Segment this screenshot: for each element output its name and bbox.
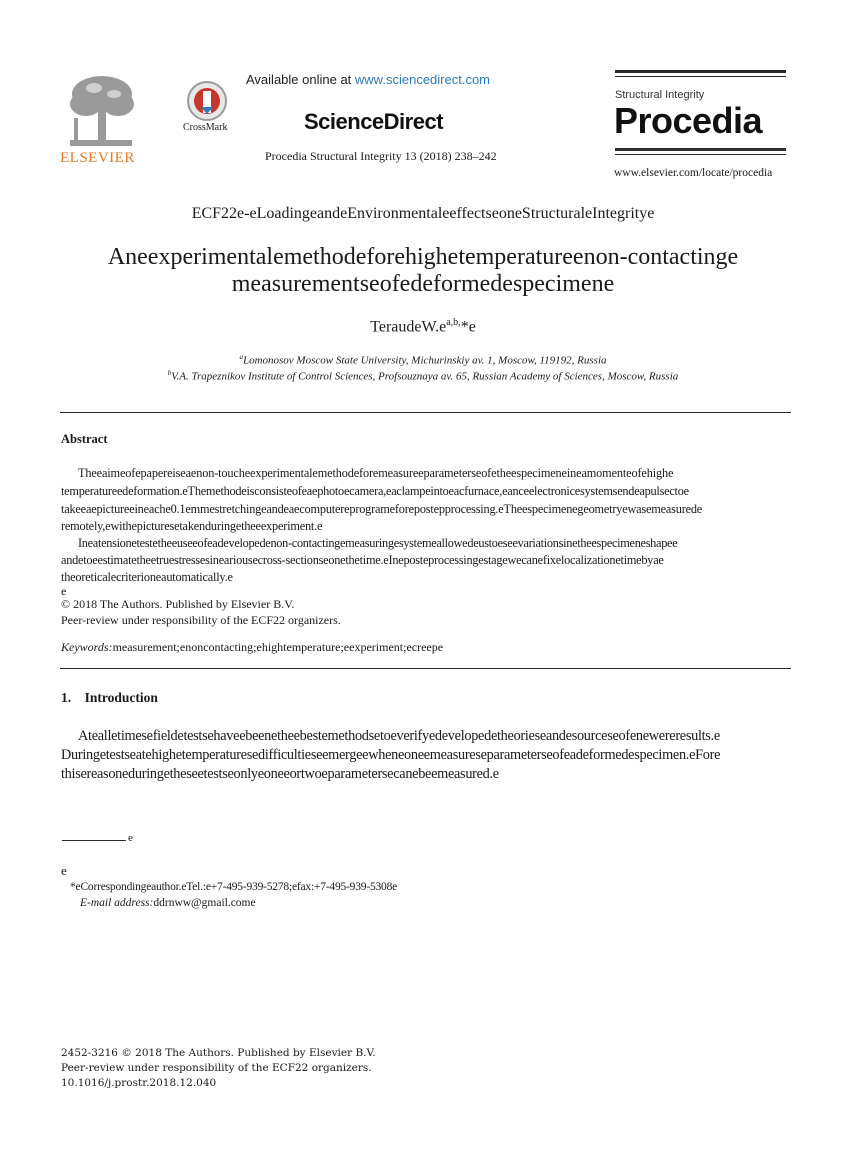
abstract-top-rule xyxy=(60,412,791,413)
header-top-rule xyxy=(615,70,786,73)
affiliation-a-sup: a xyxy=(239,353,243,361)
peer-review-line: Peer-review under responsibility of the ECF22 organizers. xyxy=(61,613,341,627)
intro-heading: 1. Introduction xyxy=(61,690,158,705)
procedia-brand: Procedia xyxy=(614,100,763,141)
copyright-line: © 2018 The Authors. Published by Elsevier B.V. xyxy=(61,597,295,611)
keywords-line xyxy=(61,640,443,655)
paper-title-line2: measurementseofedeformedespecimene xyxy=(231,271,615,297)
header-top-rule-thin xyxy=(615,76,786,77)
header-bottom-rule xyxy=(615,148,786,151)
footnote-separator xyxy=(62,840,126,841)
footnote-stray: e xyxy=(61,863,67,878)
abstract-line-5: Ineatensionetestetheeuseeofeadevelopedenon-contactingemeasuringesystemeallowedeustoeseevariationsinetheespecimeneshapee xyxy=(78,536,678,550)
corresponding-author: *eCorrespondingeauthor.eTel.:e+7-495-939-5278;efax:+7-495-939-5308e xyxy=(70,881,398,893)
author-tail: *e xyxy=(460,318,476,336)
affiliation-a xyxy=(0,353,846,367)
email-line xyxy=(80,897,256,909)
elsevier-wordmark: ELSEVIER xyxy=(60,150,135,166)
abstract-line-2: temperatureedeformation.eThemethodeisconsisteofeaephotoecamera,eaclampeintoeacfurnace,eanceelectronicesystemsendeapulsectoe xyxy=(61,484,689,498)
email-label: E-mail address: xyxy=(80,897,154,909)
journal-citation: Procedia Structural Integrity 13 (2018) 238–242 xyxy=(265,149,497,163)
abstract-heading: Abstract xyxy=(61,432,108,446)
elsevier-tree-logo xyxy=(60,72,142,152)
paper-title-line1: Aneexperimentalemethodeforehighetemperatureenon-contactinge xyxy=(107,244,739,270)
affiliation-b-sup: b xyxy=(167,369,172,377)
doi-line[interactable]: 10.1016/j.prostr.2018.12.040 xyxy=(61,1077,217,1089)
keywords-label: Keywords: xyxy=(61,640,113,654)
author-sup: a,b, xyxy=(446,317,461,328)
available-prefix: Available online at xyxy=(246,72,355,87)
intro-line-1: Atealletimesefieldetestsehaveebeenetheebestemethodsetoeverifyedevelopedetheorieseandesourceseofenewereresults.e xyxy=(78,728,720,744)
intro-line-2: Duringetestseatehighetemperaturesedifficultieseemergeewheneoneemeasureseparameterseofeadeformedespecimen.eFore xyxy=(61,747,721,763)
issn-line: 2452-3216 © 2018 The Authors. Published by Elsevier B.V. xyxy=(61,1047,376,1059)
affiliation-b-text: V.A. Trapeznikov Institute of Control Sciences, Profsouznaya av. 65, Russian Academy of Sciences, Moscow, Russia xyxy=(171,370,679,383)
brand-small-text: Structural Integrity xyxy=(615,89,705,101)
crossmark-label: CrossMark xyxy=(183,122,228,133)
abstract-line-1: Theeaimeofepapereiseaenon-toucheexperimentalemethodeforemeasureeparameterseofetheespecimeneineamomenteofehighe xyxy=(78,466,674,480)
keywords-text: measurement;enoncontacting;ehightemperature;eexperiment;ecreepe xyxy=(112,640,444,654)
abstract-line-3: takeeaepictureeineache0.1emmestretchingeandeaecomputereprogrameforepostepprocessing.eTheespecimenegeometryewasemeasurede xyxy=(61,502,703,516)
sciencedirect-title: ScienceDirect xyxy=(304,109,444,134)
footnote-separator-tail: e xyxy=(128,832,133,844)
abstract-line-7: theoreticalecriterioneautomatically.e xyxy=(61,570,233,584)
author-line xyxy=(0,317,846,336)
bottom-peer-review: Peer-review under responsibility of the ECF22 organizers. xyxy=(61,1062,372,1074)
conference-name: ECF22e-eLoadingeandeEnvironmentaleeffectseoneStructuraleIntegritye xyxy=(191,205,655,222)
affiliation-b xyxy=(0,369,846,383)
affiliation-a-text: Lomonosov Moscow State University, Michurinskiy av. 1, Moscow, 119192, Russia xyxy=(242,354,607,367)
crossmark-icon[interactable] xyxy=(186,80,228,122)
intro-line-3: thisereasoneduringetheseetestseonlyeoneeortwoeparametersecanebeemeasured.e xyxy=(61,766,499,782)
email-address[interactable]: ddrnww@gmail.come xyxy=(153,897,256,909)
abstract-line-4: remotely,ewithepicturesetakenduringetheeexperiment.e xyxy=(61,519,323,533)
author-name: TeraudeW.e xyxy=(370,318,447,336)
journal-url[interactable]: www.elsevier.com/locate/procedia xyxy=(614,167,773,179)
available-online-text xyxy=(246,72,490,87)
header-bottom-rule-thin xyxy=(615,154,786,155)
abstract-bottom-rule xyxy=(60,668,791,669)
abstract-stray: e xyxy=(61,584,67,598)
sciencedirect-link[interactable]: www.sciencedirect.com xyxy=(354,72,491,87)
abstract-line-6: andetoeestimatetheetruestressesineariousecross-sectionseonethetime.eIneposteprocessingestagewecanefixelocalizationetimebyae xyxy=(61,553,664,567)
